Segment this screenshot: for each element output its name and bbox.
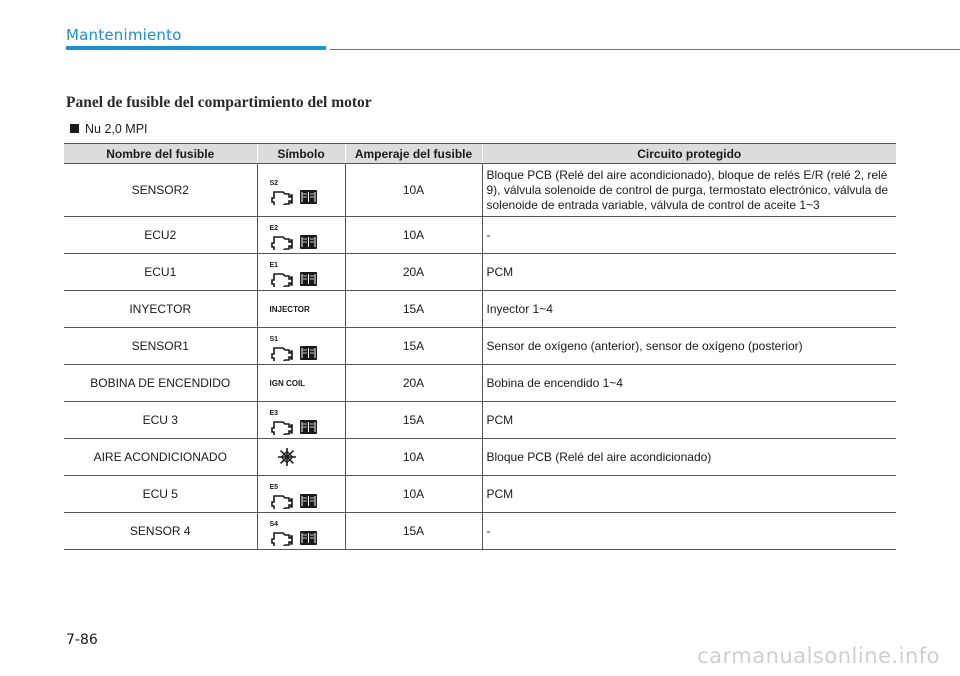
snowflake-icon bbox=[276, 446, 298, 468]
symbol-code: E2 bbox=[269, 225, 279, 232]
engine-book-icon bbox=[270, 269, 324, 287]
page-number: 7-86 bbox=[66, 632, 98, 648]
table-row bbox=[64, 217, 896, 254]
table-row bbox=[64, 365, 896, 402]
fuse-amperage: 15A bbox=[345, 328, 482, 365]
fuse-name: SENSOR 4 bbox=[64, 513, 257, 550]
fuse-circuit: PCM bbox=[482, 402, 896, 439]
symbol-code: E3 bbox=[269, 410, 279, 417]
symbol-code: E5 bbox=[269, 484, 279, 491]
fuse-circuit: Inyector 1~4 bbox=[482, 291, 896, 328]
table-row bbox=[64, 328, 896, 365]
fuse-circuit: PCM bbox=[482, 254, 896, 291]
fuse-amperage: 10A bbox=[345, 439, 482, 476]
symbol-code: E1 bbox=[269, 262, 279, 269]
symbol-code: S4 bbox=[269, 521, 279, 528]
table-row bbox=[64, 164, 896, 217]
fuse-name: ECU2 bbox=[64, 217, 257, 254]
subheading-label: Nu 2,0 MPI bbox=[85, 122, 148, 136]
fuse-symbol bbox=[257, 328, 345, 365]
fuse-amperage: 10A bbox=[345, 164, 482, 217]
table-row bbox=[64, 476, 896, 513]
table-row bbox=[64, 402, 896, 439]
fuse-symbol bbox=[257, 476, 345, 513]
fuse-name: AIRE ACONDICIONADO bbox=[64, 439, 257, 476]
fuse-symbol bbox=[257, 439, 345, 476]
header-rule-thin bbox=[330, 49, 960, 50]
fuse-symbol bbox=[257, 365, 345, 402]
fuse-symbol bbox=[257, 164, 345, 217]
engine-book-icon bbox=[270, 343, 324, 361]
table-row bbox=[64, 291, 896, 328]
fuse-amperage: 20A bbox=[345, 365, 482, 402]
fuse-table bbox=[64, 143, 896, 550]
fuse-amperage: 20A bbox=[345, 254, 482, 291]
fuse-amperage: 10A bbox=[345, 217, 482, 254]
header-rule-thick bbox=[66, 46, 326, 50]
bullet-square-icon bbox=[70, 124, 79, 133]
fuse-circuit: Bobina de encendido 1~4 bbox=[482, 365, 896, 402]
watermark: carmanualsonline.info bbox=[697, 644, 940, 668]
column-header: Amperaje del fusible bbox=[345, 144, 482, 164]
fuse-circuit: Sensor de oxígeno (anterior), sensor de oxígeno (posterior) bbox=[482, 328, 896, 365]
fuse-amperage: 15A bbox=[345, 402, 482, 439]
engine-book-icon bbox=[270, 528, 324, 546]
fuse-symbol bbox=[257, 254, 345, 291]
fuse-name: SENSOR2 bbox=[64, 164, 257, 217]
table-row bbox=[64, 254, 896, 291]
table-row bbox=[64, 439, 896, 476]
engine-book-icon bbox=[270, 232, 324, 250]
fuse-symbol bbox=[257, 291, 345, 328]
fuse-symbol bbox=[257, 513, 345, 550]
fuse-symbol bbox=[257, 217, 345, 254]
engine-book-icon bbox=[270, 491, 324, 509]
fuse-name: ECU 3 bbox=[64, 402, 257, 439]
fuse-name: ECU 5 bbox=[64, 476, 257, 513]
fuse-amperage: 15A bbox=[345, 291, 482, 328]
symbol-text: INJECTOR bbox=[269, 304, 310, 314]
fuse-circuit: - bbox=[482, 513, 896, 550]
fuse-circuit: Bloque PCB (Relé del aire acondicionado), bloque de relés E/R (relé 2, relé 9), válvula solenoide de control de purga, termostato electrónico, válvula de solenoide de entrada variable, válvula de control de aceite 1~3 bbox=[482, 164, 896, 217]
fuse-name: SENSOR1 bbox=[64, 328, 257, 365]
symbol-code: S2 bbox=[269, 180, 279, 187]
engine-book-icon bbox=[270, 417, 324, 435]
page-heading: Panel de fusible del compartimiento del motor bbox=[66, 94, 372, 111]
fuse-amperage: 15A bbox=[345, 513, 482, 550]
table-row bbox=[64, 513, 896, 550]
column-header: Símbolo bbox=[257, 144, 345, 164]
section-title: Mantenimiento bbox=[66, 26, 182, 44]
engine-book-icon bbox=[270, 187, 324, 205]
column-header: Nombre del fusible bbox=[64, 144, 257, 164]
subheading bbox=[70, 122, 148, 136]
symbol-text: IGN COIL bbox=[269, 378, 306, 388]
column-header: Circuito protegido bbox=[482, 144, 896, 164]
fuse-circuit: Bloque PCB (Relé del aire acondicionado) bbox=[482, 439, 896, 476]
fuse-amperage: 10A bbox=[345, 476, 482, 513]
table-header-row bbox=[64, 144, 896, 164]
fuse-circuit: PCM bbox=[482, 476, 896, 513]
symbol-code: S1 bbox=[269, 336, 279, 343]
fuse-name: INYECTOR bbox=[64, 291, 257, 328]
fuse-circuit: - bbox=[482, 217, 896, 254]
fuse-name: ECU1 bbox=[64, 254, 257, 291]
fuse-symbol bbox=[257, 402, 345, 439]
fuse-name: BOBINA DE ENCENDIDO bbox=[64, 365, 257, 402]
